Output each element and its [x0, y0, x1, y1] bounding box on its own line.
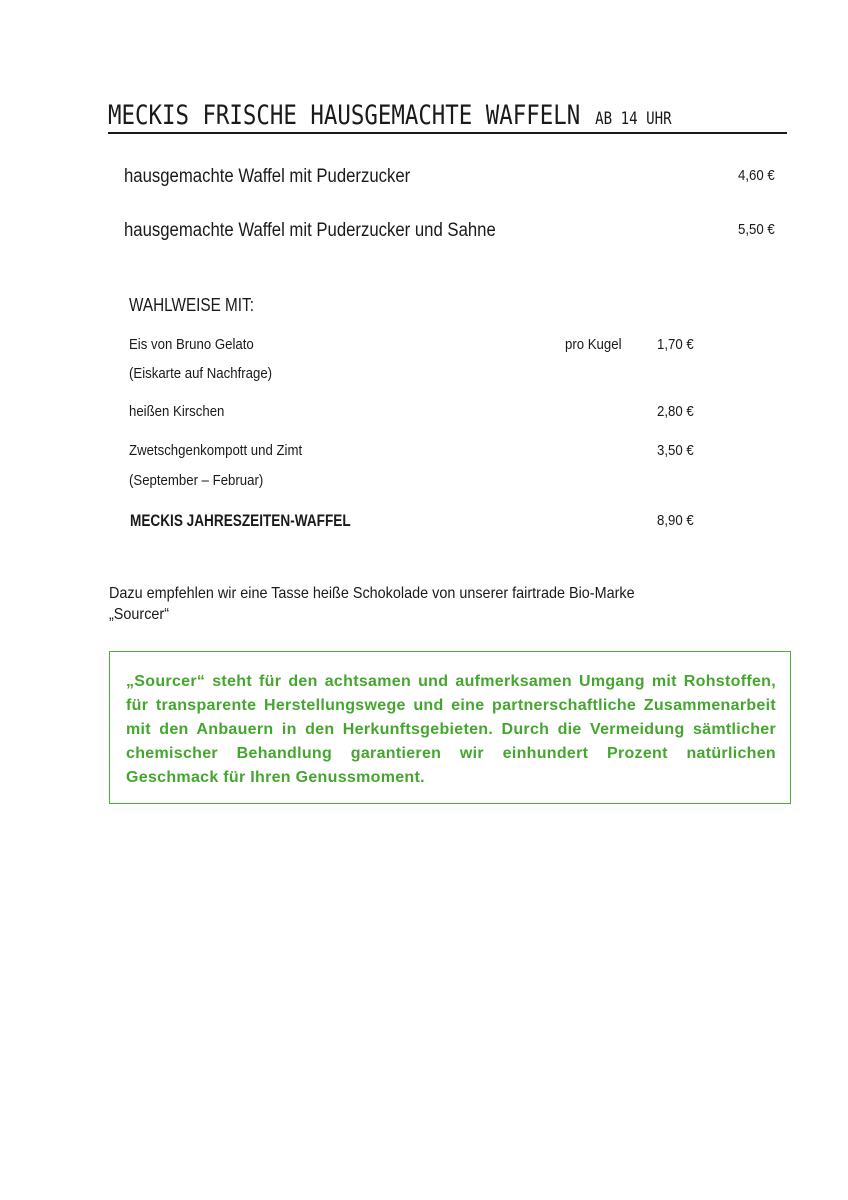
option-name-seasonal: MECKIS JAHRESZEITEN-WAFFEL — [130, 511, 351, 530]
menu-item-name: hausgemachte Waffel mit Puderzucker — [124, 166, 411, 187]
option-note: (September – Februar) — [129, 472, 264, 489]
option-price: 8,90 € — [657, 512, 694, 529]
option-unit: pro Kugel — [565, 336, 622, 353]
option-price: 3,50 € — [657, 442, 694, 459]
recommendation-brand: „Sourcer“ — [109, 606, 170, 623]
option-price: 1,70 € — [657, 336, 694, 353]
menu-item — [124, 166, 449, 188]
sourcer-info-box — [109, 651, 791, 804]
recommendation-text — [109, 583, 693, 625]
option-name: Eis von Bruno Gelato — [129, 336, 254, 353]
menu-item-price: 4,60 € — [738, 167, 775, 184]
recommendation-line: Dazu empfehlen wir eine Tasse heiße Schokolade von unserer fairtrade Bio-Marke — [109, 585, 635, 602]
menu-item-name: hausgemachte Waffel mit Puderzucker und Sahne — [124, 220, 496, 241]
menu-title — [108, 100, 787, 134]
option-note: (Eiskarte auf Nachfrage) — [129, 365, 273, 382]
menu-item — [124, 220, 546, 242]
menu-title-time: AB 14 UHR — [595, 109, 672, 129]
options-heading: WAHLWEISE MIT: — [129, 295, 254, 315]
option-name: heißen Kirschen — [129, 403, 225, 420]
menu-item-price: 5,50 € — [738, 221, 775, 238]
menu-title-main: MECKIS FRISCHE HAUSGEMACHTE WAFFELN — [108, 100, 581, 131]
option-price: 2,80 € — [657, 403, 694, 420]
option-name: Zwetschgenkompott und Zimt — [129, 442, 303, 459]
sourcer-info-text: „Sourcer“ steht für den achtsamen und aufmerksamen Umgang mit Rohstoffen, für transparente Herstellungswege und eine partnerschaftliche Zusammenarbeit mit den Anbauern in den Herkunftsgebieten. Durch die Vermeidung sämtlicher chemischer Behandlung garantieren wir einhundert Prozent natürlichen Geschmack für Ihren Genussmoment. — [126, 673, 776, 786]
